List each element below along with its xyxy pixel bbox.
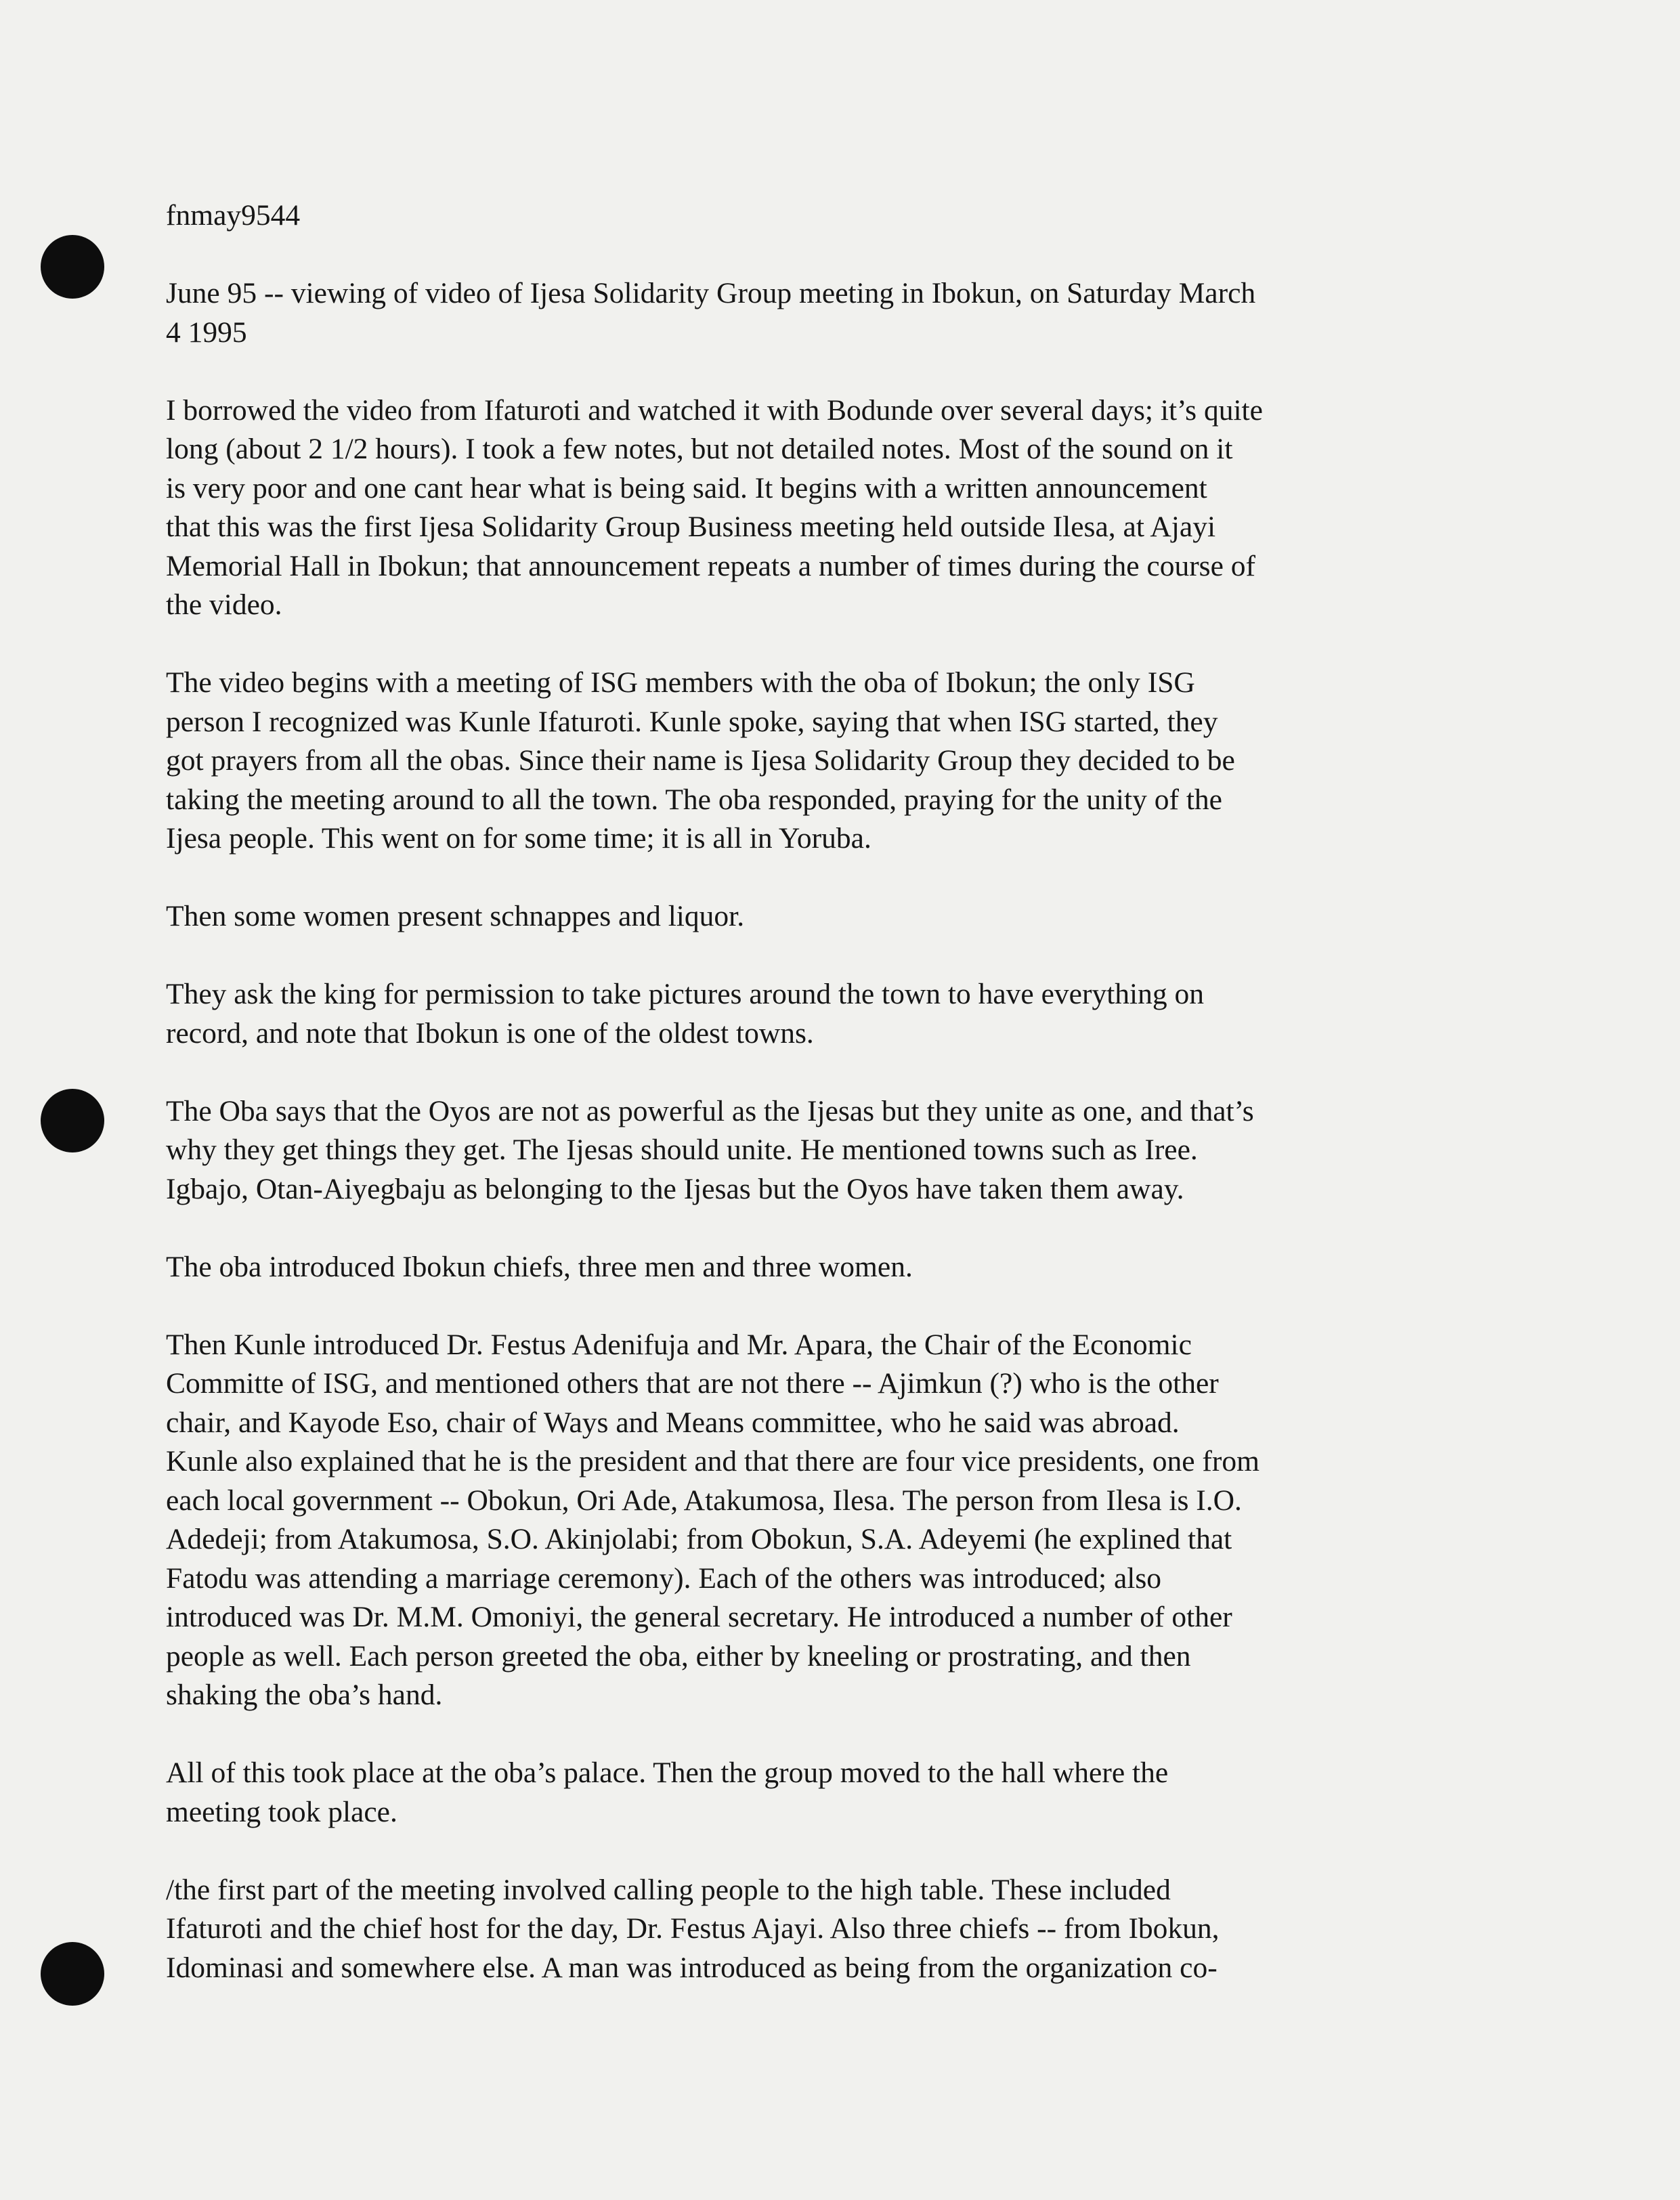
paragraph-line: Idominasi and somewhere else. A man was introduced as being from the organization co- (166, 1951, 1218, 1984)
paragraph-spacer (166, 1209, 1534, 1248)
paragraph-line: Then some women present schnappes and liquor. (166, 900, 745, 932)
paragraph (166, 975, 1534, 1053)
paragraph-line: Then Kunle introduced Dr. Festus Adenifuja and Mr. Apara, the Chair of the Economic (166, 1328, 1192, 1361)
paragraph-spacer (166, 1053, 1534, 1092)
paragraph-spacer (166, 1287, 1534, 1326)
paragraph-line: I borrowed the video from Ifaturoti and watched it with Bodunde over several days; it’s quite (166, 393, 1263, 427)
paragraph-spacer (166, 1715, 1534, 1754)
paragraph-line: All of this took place at the oba’s palace. Then the group moved to the hall where the (166, 1756, 1169, 1789)
paragraph-line: the video. (166, 588, 282, 621)
paragraph (166, 1092, 1534, 1209)
paragraph-line: 4 1995 (166, 316, 247, 349)
paragraph-spacer (166, 625, 1534, 664)
paragraph-spacer (166, 859, 1534, 898)
paragraph (166, 274, 1534, 352)
paragraph-line: taking the meeting around to all the town. The oba responded, praying for the unity of the (166, 783, 1222, 816)
paragraph-line: Memorial Hall in Ibokun; that announcement repeats a number of times during the course of (166, 549, 1256, 582)
paragraph-line: The video begins with a meeting of ISG members with the oba of Ibokun; the only ISG (166, 666, 1195, 699)
paragraph-line: why they get things they get. The Ijesas should unite. He mentioned towns such as Iree. (166, 1134, 1198, 1166)
document-id-label: fnmay9544 (166, 199, 301, 232)
paragraph-line: long (about 2 1/2 hours). I took a few notes, but not detailed notes. Most of the sound on it (166, 433, 1233, 465)
paragraph-line: shaking the oba’s hand. (166, 1679, 443, 1711)
paragraph-line: meeting took place. (166, 1795, 397, 1828)
paragraph (166, 664, 1534, 859)
paragraph-line: Kunle also explained that he is the president and that there are four vice presidents, one from (166, 1445, 1259, 1478)
paragraph-line: /the first part of the meeting involved calling people to the high table. These included (166, 1873, 1171, 1906)
paragraph (166, 897, 1534, 936)
paragraph-line: Fatodu was attending a marriage ceremony). Each of the others was introduced; also (166, 1561, 1162, 1595)
paragraph-line: introduced was Dr. M.M. Omoniyi, the general secretary. He introduced a number of other (166, 1601, 1232, 1633)
paragraph-line: is very poor and one cant hear what is being said. It begins with a written announcement (166, 471, 1207, 504)
paragraph-line: person I recognized was Kunle Ifaturoti. Kunle spoke, saying that when ISG started, they (166, 705, 1218, 738)
paragraph-line: Ifaturoti and the chief host for the day, Dr. Festus Ajayi. Also three chiefs -- from Ibokun, (166, 1912, 1220, 1945)
paragraph (166, 391, 1534, 625)
paragraph-line: got prayers from all the obas. Since their name is Ijesa Solidarity Group they decided to be (166, 744, 1235, 777)
paragraph (166, 1248, 1534, 1287)
paragraph-line: Adedeji; from Atakumosa, S.O. Akinjolabi; from Obokun, S.A. Adeyemi (he explined that (166, 1523, 1232, 1555)
paragraph (166, 1871, 1534, 1988)
paragraph-line: each local government -- Obokun, Ori Ade, Atakumosa, Ilesa. The person from Ilesa is I.O. (166, 1484, 1242, 1517)
paragraph-spacer (166, 236, 1534, 275)
paragraph (166, 1754, 1534, 1832)
paragraph-line: Ijesa people. This went on for some time; it is all in Yoruba. (166, 822, 871, 855)
paragraph-line: Igbajo, Otan-Aiyegbaju as belonging to the Ijesas but the Oyos have taken them away. (166, 1172, 1184, 1205)
punch-hole (41, 1089, 104, 1152)
paragraph-line: record, and note that Ibokun is one of the oldest towns. (166, 1016, 814, 1050)
paragraph-line: that this was the first Ijesa Solidarity Group Business meeting held outside Ilesa, at Ajayi (166, 511, 1216, 543)
paragraph-line: They ask the king for permission to take pictures around the town to have everything on (166, 978, 1204, 1010)
paragraph-line: June 95 -- viewing of video of Ijesa Solidarity Group meeting in Ibokun, on Saturday March (166, 277, 1256, 309)
paragraph-line: The Oba says that the Oyos are not as powerful as the Ijesas but they unite as one, and that’s (166, 1094, 1254, 1127)
punch-hole (41, 235, 104, 299)
paragraph-line: Committe of ISG, and mentioned others that are not there -- Ajimkun (?) who is the other (166, 1367, 1219, 1400)
paragraph-line: people as well. Each person greeted the oba, either by kneeling or prostrating, and then (166, 1639, 1191, 1673)
paragraph-line: The oba introduced Ibokun chiefs, three men and three women. (166, 1250, 913, 1283)
paragraph-spacer (166, 936, 1534, 976)
paragraph (166, 1326, 1534, 1715)
punch-hole (41, 1942, 104, 2006)
paragraph-spacer (166, 352, 1534, 391)
document-body (166, 196, 1534, 1987)
paragraph-spacer (166, 1832, 1534, 1871)
paragraph-line: chair, and Kayode Eso, chair of Ways and Means committee, who he said was abroad. (166, 1406, 1180, 1439)
